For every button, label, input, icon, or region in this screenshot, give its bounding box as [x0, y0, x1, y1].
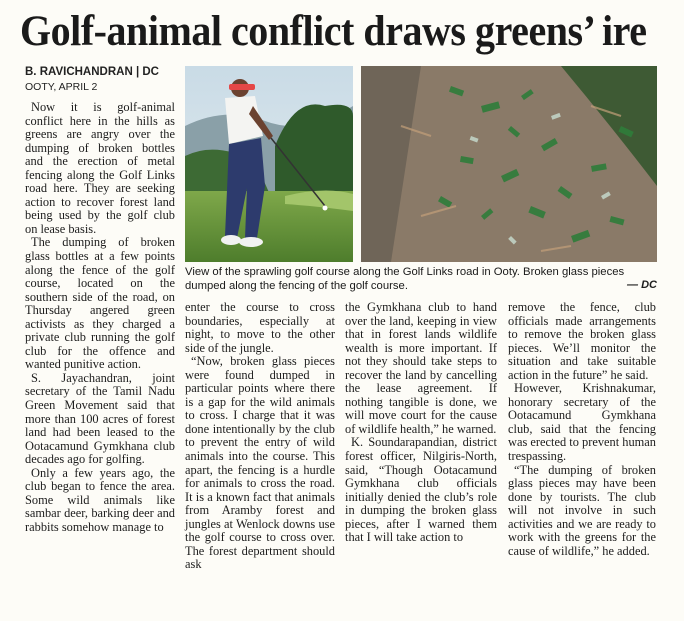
dateline: OOTY, APRIL 2: [25, 81, 98, 93]
paragraph: remove the fence, club officials made arrangements to remove the broken glass pieces. We’ll monitor the situation and take suitable action in the future” he said.: [508, 300, 656, 382]
paragraph: “The dumping of broken glass pieces may have been done by tourists. The club will not involve in such activities and we are ready to work with the greens for the cause of wildlife,” he added.: [508, 462, 656, 558]
paragraph: S. Jayachandran, joint secretary of the Tamil Nadu Green Movement said that more than 100 acres of forest land had been leased to the Ootacamund Gymkhana club decades ago for golfing.: [25, 370, 175, 467]
paragraph: Only a few years ago, the club began to fence the area. Some wild animals like sambar deer, barking deer and rabbits somehow manage to: [25, 465, 175, 534]
paragraph: enter the course to cross boundaries, especially at night, to move to the other side of the jungle.: [185, 300, 335, 355]
article-column-3: [345, 301, 497, 545]
byline: B. RAVICHANDRAN | DC: [25, 66, 159, 78]
paragraph: Now it is golf-animal conflict here in the hills as greens are angry over the dumping of broken bottles and the erection of metal fencing along the Golf Links road here. They are seeking action to recover forest land being used by the golf club on lease basis.: [25, 100, 175, 236]
paragraph: The dumping of broken glass bottles at a few points along the fence of the golf course, located on the southern side of the road, on Thursday angered green activists as they charged a private club running the golf club for the offence and wanted punitive action.: [25, 235, 175, 372]
paragraph: “Now, broken glass pieces were found dumped in particular points where there is a gap for the wild animals to cross. I charge that it was done intentionally by the club to prevent the entry of wild animals into the course. This apart, the fencing is a hurdle for animals to cross the road. It is a known fact that animals from Aramby forest and jungles at Wenlock downs use the golf course to cross over. The forest department should ask: [185, 354, 335, 572]
paragraph: the Gymkhana club to hand over the land, keeping in view that in forest lands wildlife wealth is more important. If not they should take steps to recover the land by cancelling the lease agreement. If nothing tangible is done, we will move court for the cause of wildlife health,” he warned.: [345, 300, 497, 436]
glass-photo-graphic: [361, 66, 657, 262]
article-column-4: [508, 301, 656, 558]
paragraph: K. Soundarapandian, district forest officer, Nilgiris-North, said, “Though Ootacamund Gymkhana club officials initially denied the club’s role in dumping the broken glass pieces, after I warned them that I will take action to: [345, 435, 497, 545]
golfer-on-course-photo: [185, 66, 353, 262]
golfer-photo-graphic: [185, 66, 353, 262]
article-column-2: [185, 301, 335, 572]
photo-credit: — DC: [627, 279, 657, 291]
headline: Golf-animal conflict draws greens’ ire: [20, 8, 647, 55]
article-column-1: [25, 101, 175, 535]
photo-caption: View of the sprawling golf course along the Golf Links road in Ooty. Broken glass pieces dumped along the fencing of the golf course.: [185, 266, 625, 292]
broken-glass-photo: [361, 66, 657, 262]
paragraph: However, Krishnakumar, honorary secretary of the Ootacamund Gymkhana club, said that the fencing was erected to prevent human trespassing.: [508, 381, 656, 464]
